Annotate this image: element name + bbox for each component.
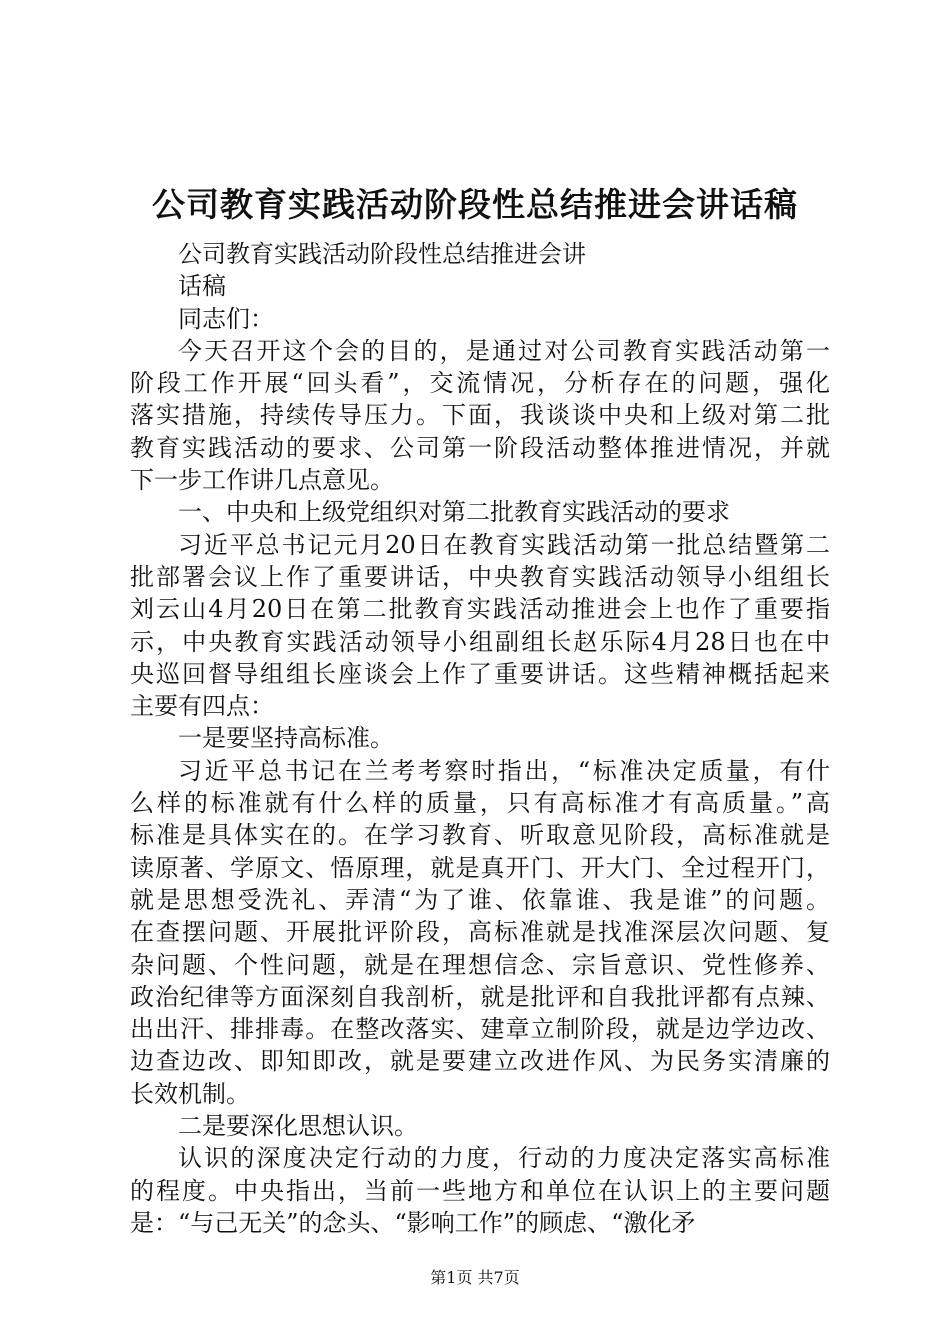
paragraph <box>130 1142 830 1239</box>
paragraph-line: 主要有四点： <box>130 692 274 721</box>
paragraph-line: 的程度。中央指出，当前一些地方和单位在认识上的主要问题 <box>130 1176 830 1205</box>
paragraph-line: 是：“与己无关”的念头、“影响工作”的顾虑、“激化矛 <box>130 1208 696 1237</box>
paragraph-line: 话稿 <box>178 272 226 301</box>
paragraph-line: 读原著、学原文、悟原理，就是真开门、开大门、全过程开门， <box>130 853 830 882</box>
paragraph <box>130 529 830 723</box>
paragraph-line: 在查摆问题、开展批评阶段，高标准就是找准深层次问题、复 <box>130 918 830 947</box>
paragraph <box>130 335 830 496</box>
paragraph <box>130 1110 830 1142</box>
paragraph <box>130 238 830 270</box>
paragraph-line: 公司教育实践活动阶段性总结推进会讲 <box>178 240 586 268</box>
paragraph-line: 边查边改、即知即改，就是要建立改进作风、为民务实清廉的 <box>130 1047 830 1076</box>
paragraph-line: 标准是具体实在的。在学习教育、听取意见阶段，高标准就是 <box>130 821 830 850</box>
paragraph-line: 同志们： <box>178 304 274 333</box>
paragraph-line: 就是思想受洗礼、弄清“为了谁、依靠谁、我是谁”的问题。 <box>130 885 830 914</box>
paragraph-line: 长效机制。 <box>130 1079 250 1108</box>
paragraph-line: 出出汗、排排毒。在整改落实、建章立制阶段，就是边学边改、 <box>130 1015 830 1044</box>
paragraph-line: 批部署会议上作了重要讲话，中央教育实践活动领导小组组长 <box>130 562 830 591</box>
page-footer: 第1页 共7页 <box>430 1268 520 1287</box>
paragraph-line: 杂问题、个性问题，就是在理想信念、宗旨意识、党性修养、 <box>130 950 830 979</box>
paragraph-line: 么样的标准就有什么样的质量，只有高标准才有高质量。”高 <box>130 789 830 818</box>
paragraph-line: 政治纪律等方面深刻自我剖析，就是批评和自我批评都有点辣、 <box>130 982 830 1011</box>
paragraph <box>130 496 830 528</box>
paragraph-line: 认识的深度决定行动的力度，行动的力度决定落实高标准 <box>178 1144 830 1173</box>
paragraph <box>130 303 830 335</box>
paragraph <box>130 270 830 302</box>
paragraph-line: 示，中央教育实践活动领导小组副组长赵乐际4月28日也在中 <box>130 627 830 656</box>
document-title: 公司教育实践活动阶段性总结推进会讲话稿 <box>152 185 798 224</box>
paragraph-line: 习近平总书记元月20日在教育实践活动第一批总结暨第二 <box>178 530 830 559</box>
paragraph-line: 习近平总书记在兰考考察时指出，“标准决定质量，有什 <box>178 756 830 785</box>
paragraph-line: 一、中央和上级党组织对第二批教育实践活动的要求 <box>178 498 730 527</box>
paragraph-line: 教育实践活动的要求、公司第一阶段活动整体推进情况，并就 <box>130 433 830 462</box>
paragraph-line: 一是要坚持高标准。 <box>178 724 394 753</box>
paragraph-line: 下一步工作讲几点意见。 <box>130 466 394 495</box>
paragraph-line: 二是要深化思想认识。 <box>178 1112 418 1141</box>
paragraph <box>130 755 830 1110</box>
paragraph-line: 央巡回督导组组长座谈会上作了重要讲话。这些精神概括起来 <box>130 659 830 688</box>
paragraph-line: 阶段工作开展“回头看”，交流情况，分析存在的问题，强化 <box>130 369 830 398</box>
paragraph <box>130 722 830 754</box>
paragraph-line: 今天召开这个会的目的，是通过对公司教育实践活动第一 <box>178 336 830 365</box>
paragraph-line: 刘云山4月20日在第二批教育实践活动推进会上也作了重要指 <box>130 595 830 624</box>
paragraph-line: 落实措施，持续传导压力。下面，我谈谈中央和上级对第二批 <box>130 401 830 430</box>
document-body <box>130 238 830 1239</box>
